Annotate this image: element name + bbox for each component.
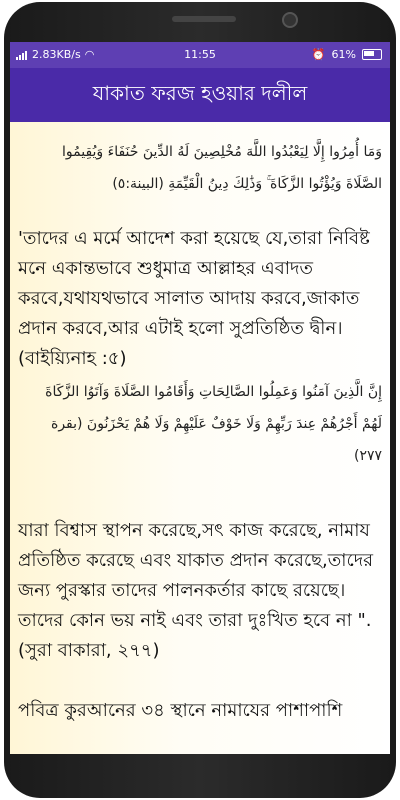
hardware-nav (10, 758, 390, 794)
status-right (312, 48, 382, 61)
bangla-translation-1: 'তাদের এ মর্মে আদেশ করা হয়েছে যে,তারা নিবিষ্ট মনে একান্তভাবে শুধুমাত্র আল্লাহর এবাদত করবে,যথাযথভাবে সালাত আদায় করবে,জাকাত প্রদান করবে,আর এটাই হলো সুপ্রতিষ্ঠিত দ্বীন। (বাইয়্যিনাহ :৫) (18, 228, 370, 369)
battery-icon (362, 49, 382, 60)
content-area[interactable] (10, 122, 390, 754)
speaker-grille (172, 16, 236, 22)
bangla-translation-3: পবিত্র কুরআনের ৩৪ স্থানে নামাযের পাশাপাশি (18, 700, 343, 721)
arabic-verse-2-line-3: ٢٧٧) (353, 448, 382, 464)
arabic-verse-2-line-1: إِنَّ الَّذِينَ آمَنُوا وَعَمِلُوا الصَّالِحَاتِ وَأَقَامُوا الصَّلَاةَ وَآتَوُا الزَّكَاةَ (45, 384, 382, 400)
front-camera (282, 12, 298, 28)
alarm-icon: ⏰ (311, 48, 326, 61)
battery-level: 61% (331, 48, 356, 61)
screen (10, 42, 390, 754)
arabic-verse-1 (10, 136, 390, 200)
wifi-icon: ◠ (84, 48, 95, 61)
status-bar (10, 42, 390, 68)
app-bar (10, 68, 390, 122)
arabic-verse-1-line-1: وَمَا أُمِرُوا إِلَّا لِيَعْبُدُوا اللَّهَ مُخْلِصِينَ لَهُ الدِّينَ حُنَفَاءَ وَيُقِيمُوا (62, 144, 382, 160)
status-time: 11:55 (184, 48, 216, 61)
arabic-verse-1-line-2: الصَّلَاةَ وَيُؤْتُوا الزَّكَاةَ ۚ وَذَٰلِكَ دِينُ الْقَيِّمَةِ (البينة:٥) (112, 176, 382, 192)
page-title: যাকাত ফরজ হওয়ার দলীল (92, 80, 308, 105)
network-speed: 2.83KB/s (32, 48, 81, 61)
arabic-verse-2 (10, 376, 390, 472)
arabic-verse-2-line-2: لَهُمْ أَجْرُهُمْ عِندَ رَبِّهِمْ وَلَا خَوْفٌ عَلَيْهِمْ وَلَا هُمْ يَحْزَنُونَ (بقرة (50, 416, 382, 432)
bangla-translation-2: যারা বিশ্বাস স্থাপন করেছে,সৎ কাজ করেছে, নামায প্রতিষ্ঠিত করেছে এবং যাকাত প্রদান করেছে,তাদের জন্য পুরস্কার তাদের পালনকর্তার কাছে রয়েছে। তাদের কোন ভয় নাই এবং তারা দুঃখিত হবে না ". (সুরা বাকারা, ২৭৭) (18, 520, 374, 661)
